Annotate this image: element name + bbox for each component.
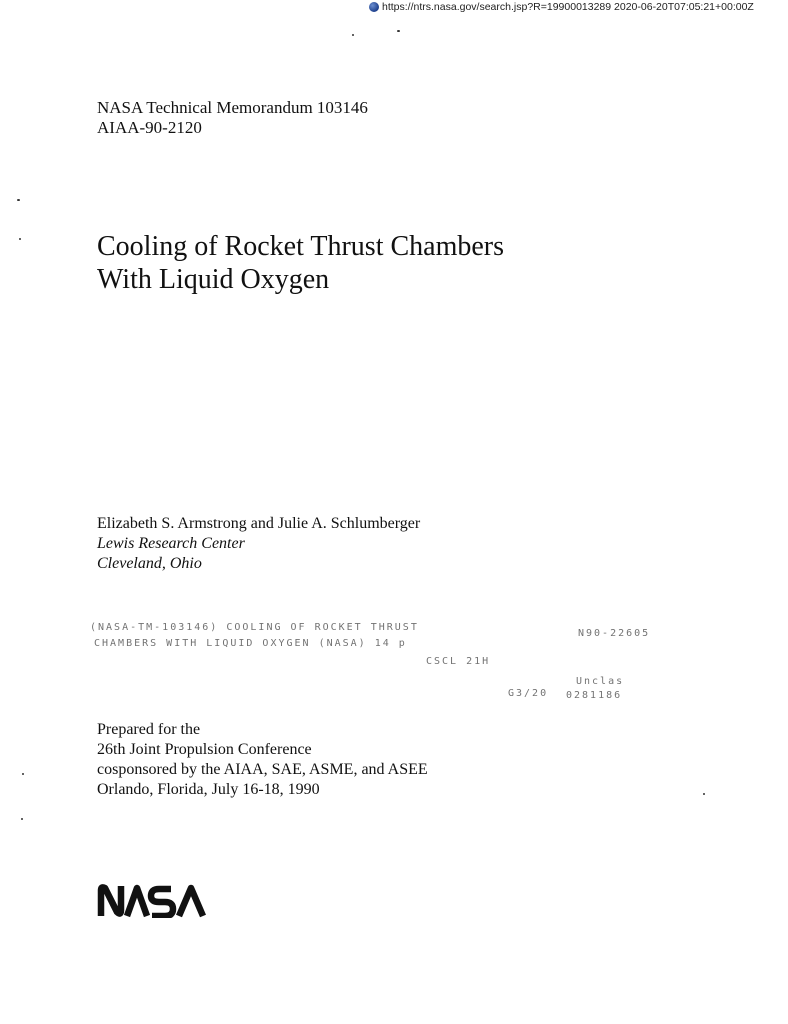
report-numbers xyxy=(97,98,368,138)
scan-speck xyxy=(703,793,705,795)
source-stamp xyxy=(369,1,754,13)
globe-icon xyxy=(369,2,379,12)
scan-speck xyxy=(21,818,23,820)
accession-number: N90-22605 xyxy=(578,628,651,639)
prepared-line-3: cosponsored by the AIAA, SAE, ASME, and ASEE xyxy=(97,761,428,778)
title-line-2: With Liquid Oxygen xyxy=(97,264,330,295)
aiaa-number: AIAA-90-2120 xyxy=(97,118,202,137)
scan-speck xyxy=(17,199,20,201)
author-names: Elizabeth S. Armstrong and Julie A. Schlumberger xyxy=(97,515,421,532)
accession-stamp xyxy=(90,622,690,712)
memo-number: NASA Technical Memorandum 103146 xyxy=(97,98,368,117)
conference-info xyxy=(97,720,428,800)
scan-speck xyxy=(352,34,354,36)
accession-unclas: Unclas xyxy=(576,676,625,687)
accession-id: 0281186 xyxy=(566,690,623,701)
scan-speck xyxy=(19,238,21,240)
nasa-worm-icon xyxy=(97,884,207,918)
prepared-line-2: 26th Joint Propulsion Conference xyxy=(97,741,312,758)
nasa-logo xyxy=(97,884,207,923)
document-title xyxy=(97,230,504,296)
author-block xyxy=(97,514,420,574)
accession-line-2: CHAMBERS WITH LIQUID OXYGEN (NASA) 14 p xyxy=(94,638,407,649)
accession-line-1: (NASA-TM-103146) COOLING OF ROCKET THRUST xyxy=(90,622,419,633)
accession-line-3: CSCL 21H xyxy=(426,656,491,667)
author-location: Cleveland, Ohio xyxy=(97,555,202,572)
accession-category: G3/20 xyxy=(508,688,549,699)
prepared-line-4: Orlando, Florida, July 16-18, 1990 xyxy=(97,781,320,798)
scan-speck xyxy=(397,30,400,32)
title-line-1: Cooling of Rocket Thrust Chambers xyxy=(97,231,504,262)
prepared-line-1: Prepared for the xyxy=(97,721,201,738)
source-url[interactable]: https://ntrs.nasa.gov/search.jsp?R=19900013289 2020-06-20T07:05:21+00:00Z xyxy=(382,1,754,13)
author-organization: Lewis Research Center xyxy=(97,535,245,552)
scan-speck xyxy=(22,773,24,775)
